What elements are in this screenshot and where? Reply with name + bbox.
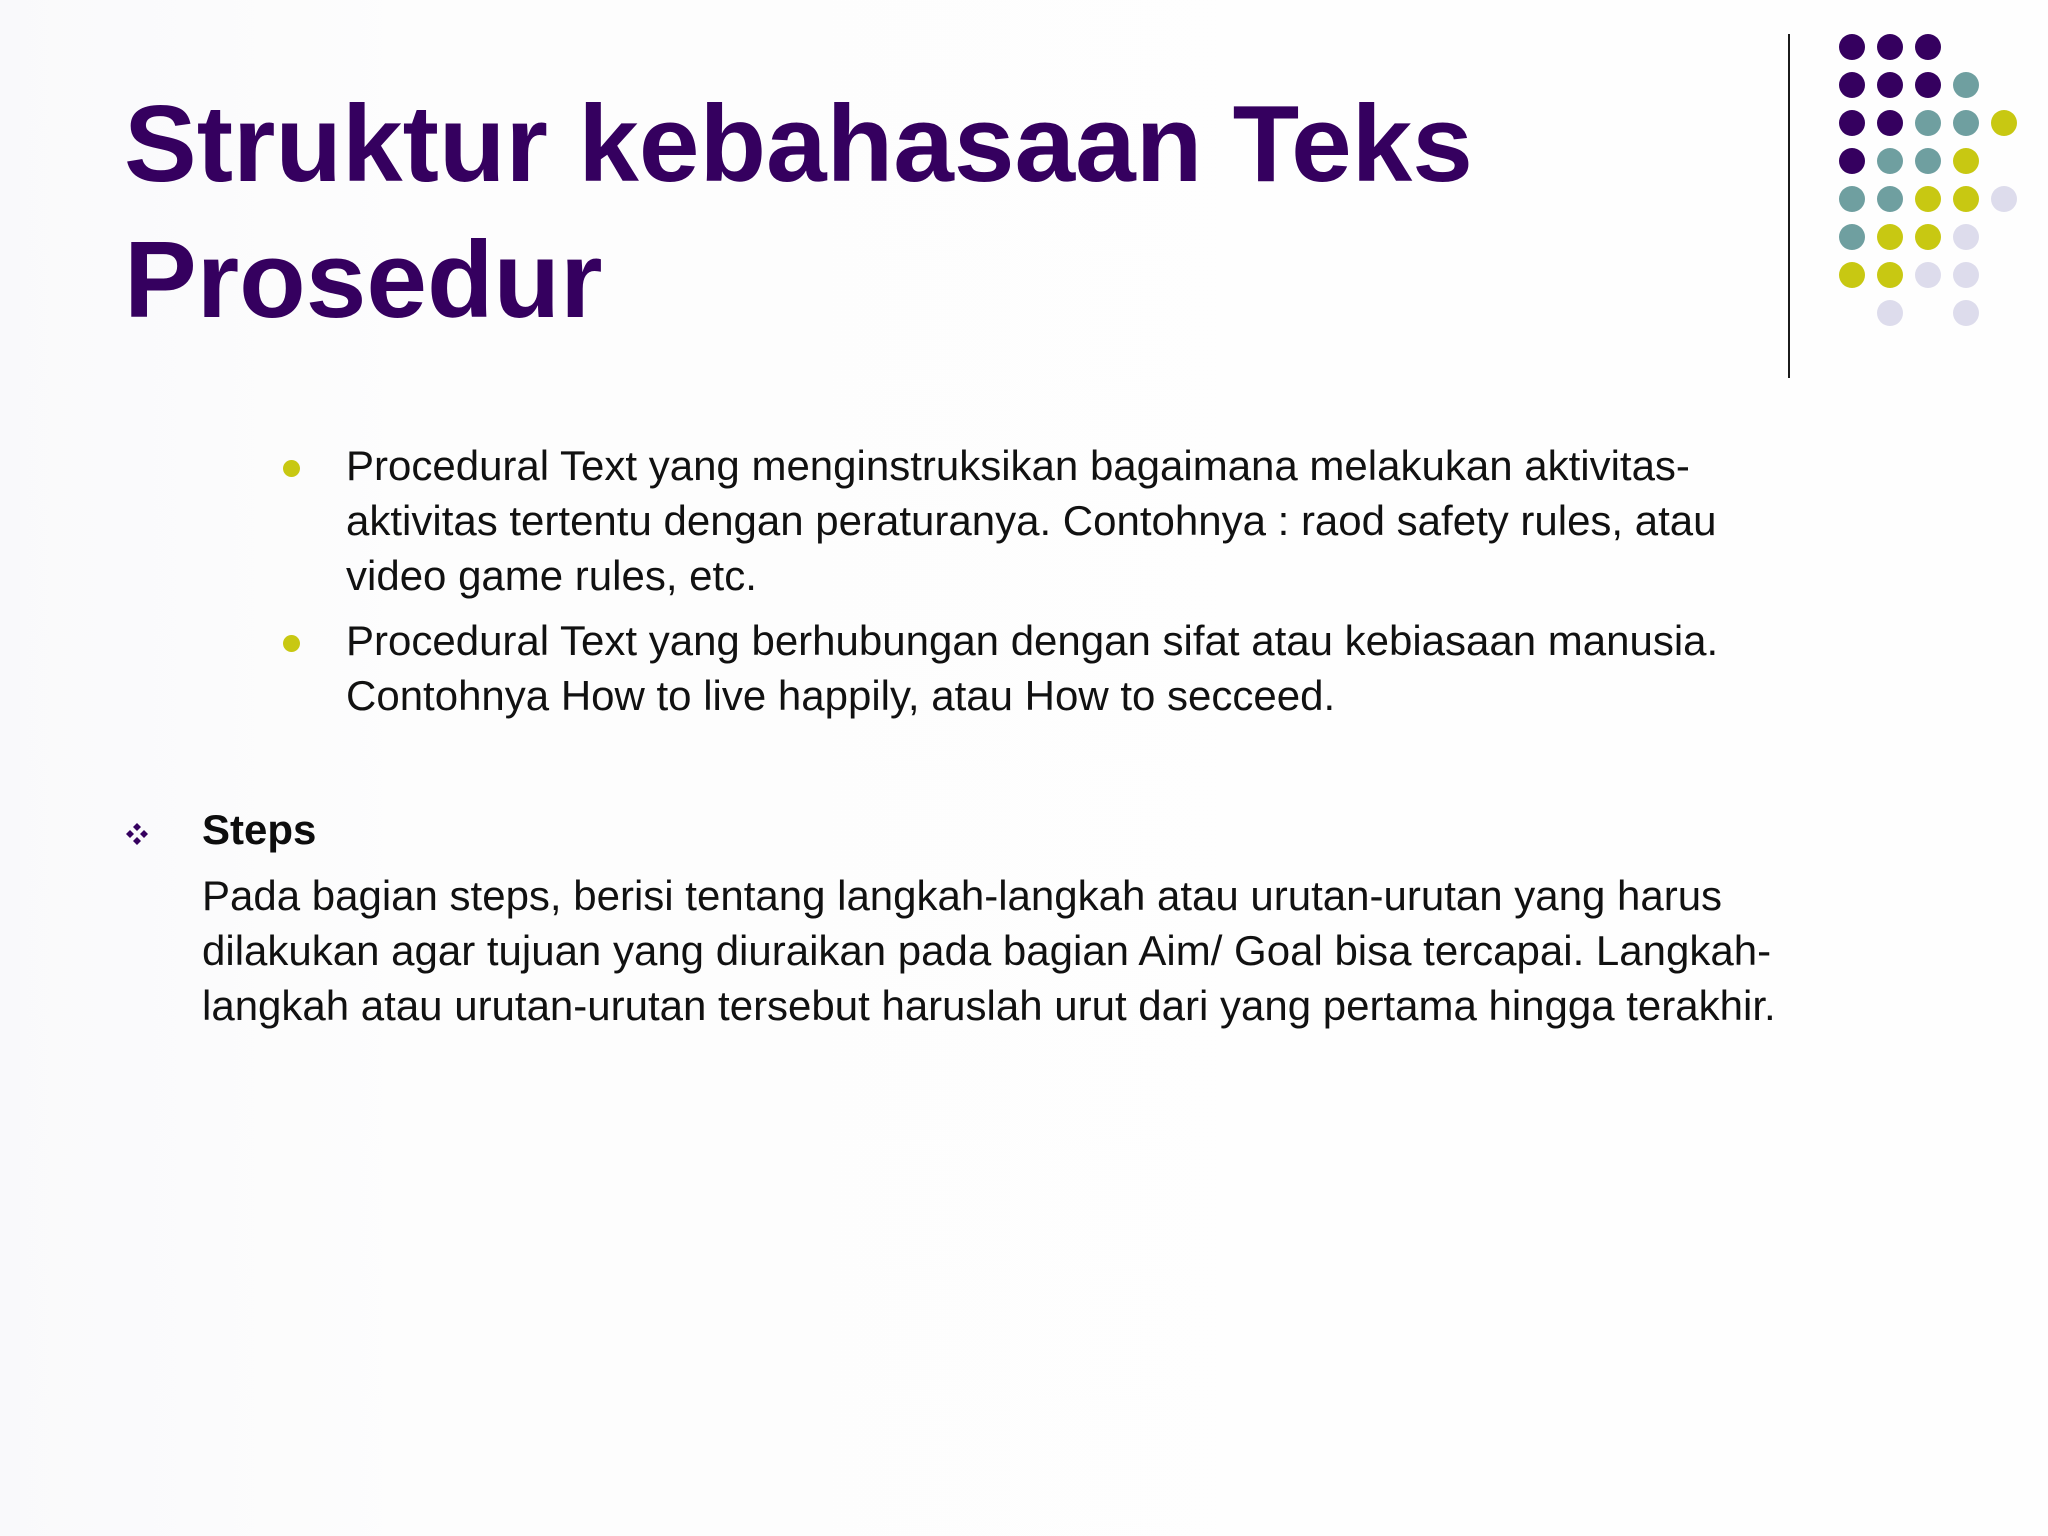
title-line-1: Struktur kebahasaan Teks	[124, 83, 1473, 205]
decorative-dot	[1953, 186, 1979, 212]
decorative-dot	[1877, 300, 1903, 326]
bullet-dot-icon	[283, 460, 300, 477]
bullet-2-line-2: Contohnya How to live happily, atau How to secceed.	[346, 672, 1336, 719]
bullet-list	[280, 438, 1920, 733]
decorative-dot	[1877, 224, 1903, 250]
decorative-dot	[1839, 72, 1865, 98]
bullet-item	[280, 438, 1920, 603]
decorative-dot	[1953, 72, 1979, 98]
bullet-item	[280, 613, 1920, 723]
decorative-dot	[1915, 34, 1941, 60]
title-line-2: Prosedur	[124, 219, 603, 341]
steps-line-3: langkah atau urutan-urutan tersebut haruslah urut dari yang pertama hingga terakhir.	[202, 982, 1776, 1029]
steps-line-2: dilakukan agar tujuan yang diuraikan pada bagian Aim/ Goal bisa tercapai. Langkah-	[202, 927, 1772, 974]
decorative-dot	[1953, 148, 1979, 174]
bullet-dot-icon	[283, 635, 300, 652]
decorative-dot	[1915, 72, 1941, 98]
decorative-dot	[1839, 34, 1865, 60]
slide-title	[124, 76, 1704, 348]
decorative-dot	[1953, 300, 1979, 326]
vertical-divider	[1788, 34, 1790, 378]
decorative-dot	[1877, 110, 1903, 136]
decorative-dot	[1839, 186, 1865, 212]
steps-heading: Steps	[202, 806, 317, 853]
decorative-dot	[1991, 110, 2017, 136]
decorative-dot	[1915, 262, 1941, 288]
decorative-dot	[1915, 148, 1941, 174]
decorative-dot	[1839, 224, 1865, 250]
decorative-dot	[1839, 262, 1865, 288]
decorative-dot	[1915, 110, 1941, 136]
decorative-dot	[1839, 110, 1865, 136]
bullet-1-line-1: Procedural Text yang menginstruksikan bagaimana melakukan aktivitas-	[346, 442, 1690, 489]
steps-description	[202, 868, 1914, 1033]
diamond-cluster-icon	[124, 821, 150, 847]
decorative-dot	[1953, 224, 1979, 250]
decorative-dot	[1839, 148, 1865, 174]
decorative-dot	[1877, 148, 1903, 174]
decorative-dot	[1915, 224, 1941, 250]
decorative-dot	[1877, 262, 1903, 288]
decorative-dot	[1877, 186, 1903, 212]
steps-line-1: Pada bagian steps, berisi tentang langkah-langkah atau urutan-urutan yang harus	[202, 872, 1723, 919]
decorative-dot	[1877, 34, 1903, 60]
bullet-1-line-2: aktivitas tertentu dengan peraturanya. Contohnya : raod safety rules, atau	[346, 497, 1717, 544]
decorative-dot	[1991, 186, 2017, 212]
bullet-2-line-1: Procedural Text yang berhubungan dengan sifat atau kebiasaan manusia.	[346, 617, 1719, 664]
decorative-dot	[1953, 262, 1979, 288]
decorative-dot	[1953, 110, 1979, 136]
bullet-1-line-3: video game rules, etc.	[346, 552, 757, 599]
decorative-dot	[1877, 72, 1903, 98]
decorative-dot	[1915, 186, 1941, 212]
